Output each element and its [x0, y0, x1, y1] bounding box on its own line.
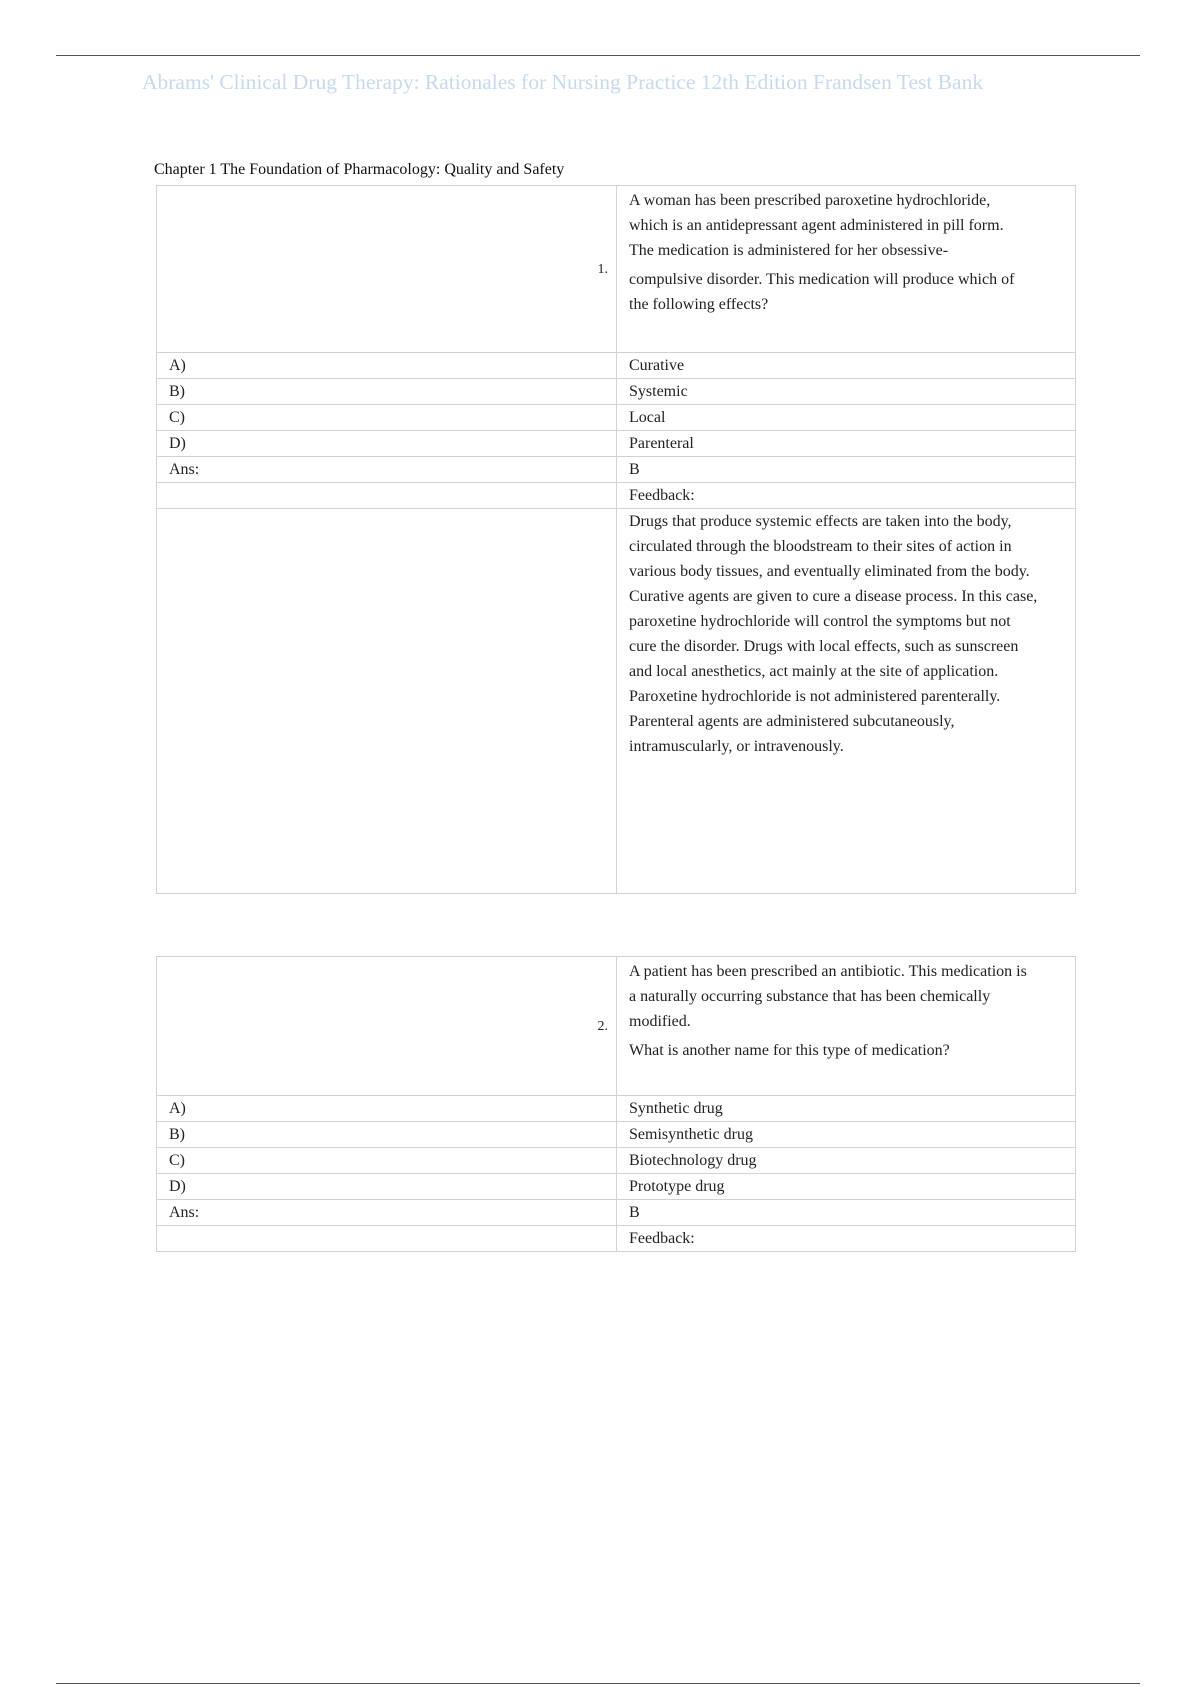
answer-label: Ans:	[157, 457, 617, 483]
chapter-title: Chapter 1 The Foundation of Pharmacology: Quality and Safety	[154, 161, 565, 178]
feedback-label-row	[157, 483, 1076, 509]
stem-line: What is another name for this type of medication?	[629, 1042, 950, 1059]
option-letter: D)	[157, 1174, 617, 1200]
feedback-line: circulated through the bloodstream to their sites of action in	[629, 538, 1012, 555]
option-text: Semisynthetic drug	[617, 1122, 1076, 1148]
question-number: 1.	[157, 186, 617, 353]
option-letter: D)	[157, 431, 617, 457]
feedback-label: Feedback:	[617, 483, 1076, 509]
answer-row	[157, 1200, 1076, 1226]
feedback-text-row	[157, 509, 1076, 894]
empty-cell	[157, 1226, 617, 1252]
option-row-b	[157, 379, 1076, 405]
question-stem-row	[157, 186, 1076, 353]
option-text: Parenteral	[617, 431, 1076, 457]
option-row-d	[157, 1174, 1076, 1200]
option-letter: C)	[157, 405, 617, 431]
feedback-line: cure the disorder. Drugs with local effects, such as sunscreen	[629, 638, 1019, 655]
question-stem	[617, 957, 1076, 1096]
question-table-2	[156, 956, 1076, 1252]
stem-line: A woman has been prescribed paroxetine hydrochloride,	[629, 192, 991, 209]
feedback-line: and local anesthetics, act mainly at the site of application.	[629, 663, 999, 680]
empty-cell	[157, 509, 617, 894]
option-text: Prototype drug	[617, 1174, 1076, 1200]
question-number: 2.	[157, 957, 617, 1096]
stem-line: the following effects?	[629, 296, 769, 313]
feedback-text	[617, 509, 1076, 894]
feedback-line: Parenteral agents are administered subcutaneously,	[629, 713, 955, 730]
feedback-line: various body tissues, and eventually eliminated from the body.	[629, 563, 1030, 580]
stem-line: a naturally occurring substance that has been chemically	[629, 988, 991, 1005]
stem-line: A patient has been prescribed an antibiotic. This medication is	[629, 963, 1027, 980]
option-row-c	[157, 1148, 1076, 1174]
feedback-line: intramuscularly, or intravenously.	[629, 738, 844, 755]
option-text: Biotechnology drug	[617, 1148, 1076, 1174]
option-letter: A)	[157, 1096, 617, 1122]
feedback-label: Feedback:	[617, 1226, 1076, 1252]
stem-line: which is an antidepressant agent administered in pill form.	[629, 217, 1004, 234]
option-row-a	[157, 1096, 1076, 1122]
option-letter: B)	[157, 1122, 617, 1148]
question-stem	[617, 186, 1076, 353]
option-text: Curative	[617, 353, 1076, 379]
option-row-b	[157, 1122, 1076, 1148]
answer-label: Ans:	[157, 1200, 617, 1226]
bottom-rule	[56, 1683, 1140, 1684]
option-row-a	[157, 353, 1076, 379]
option-letter: A)	[157, 353, 617, 379]
feedback-line: Curative agents are given to cure a disease process. In this case,	[629, 588, 1038, 605]
option-text: Local	[617, 405, 1076, 431]
question-stem-row	[157, 957, 1076, 1096]
option-row-c	[157, 405, 1076, 431]
option-letter: B)	[157, 379, 617, 405]
answer-value: B	[617, 457, 1076, 483]
option-text: Systemic	[617, 379, 1076, 405]
question-table-1	[156, 185, 1076, 894]
feedback-line: paroxetine hydrochloride will control the symptoms but not	[629, 613, 1011, 630]
option-letter: C)	[157, 1148, 617, 1174]
answer-row	[157, 457, 1076, 483]
top-rule	[56, 55, 1140, 56]
option-row-d	[157, 431, 1076, 457]
feedback-label-row	[157, 1226, 1076, 1252]
stem-line: compulsive disorder. This medication will produce which of	[629, 271, 1015, 288]
stem-line: The medication is administered for her obsessive-	[629, 242, 949, 259]
answer-value: B	[617, 1200, 1076, 1226]
page-header-title: Abrams' Clinical Drug Therapy: Rationales for Nursing Practice 12th Edition Frandsen Test Bank	[142, 70, 984, 94]
stem-line: modified.	[629, 1013, 691, 1030]
option-text: Synthetic drug	[617, 1096, 1076, 1122]
empty-cell	[157, 483, 617, 509]
feedback-line: Drugs that produce systemic effects are taken into the body,	[629, 513, 1012, 530]
feedback-line: Paroxetine hydrochloride is not administered parenterally.	[629, 688, 1001, 705]
